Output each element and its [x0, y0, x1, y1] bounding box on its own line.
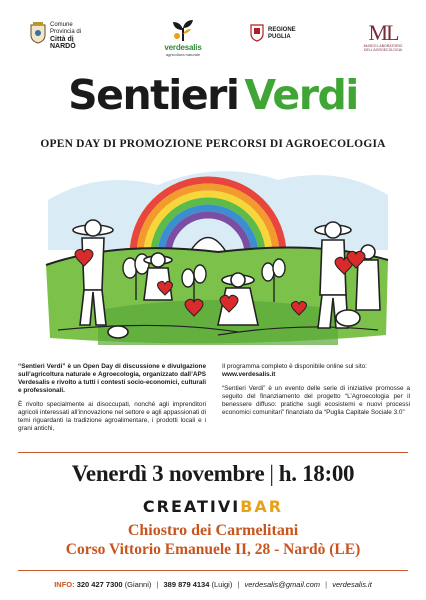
ml-mark: ML: [368, 20, 398, 45]
info-label: INFO:: [54, 580, 75, 589]
verdesalis-logo: [153, 18, 213, 57]
comune-line1: Comune: [50, 22, 73, 28]
divider-top: [18, 452, 408, 453]
project-note: “Sentieri Verdi” è un evento delle serie di iniziative promosse a seguito del finanziamento del progetto “L’Agroecologia per il benessere diffuso: pratiche sugli ecosistemi e nuovi processi economici comunitari” finanziato da “Puglia Capitale Sociale 3.0”: [222, 385, 410, 416]
venue-brand-part2: BAR: [240, 497, 284, 516]
ml-logo: [360, 22, 406, 52]
phone-1[interactable]: 320 427 7300: [76, 580, 123, 589]
email-link[interactable]: verdesalis@gmail.com: [244, 580, 321, 589]
verdesalis-name: verdesalis: [164, 43, 202, 52]
event-datetime: [0, 461, 426, 487]
event-date: Venerdì 3 novembre: [71, 461, 265, 486]
info-sep-2: |: [237, 580, 240, 589]
plant-icon: [170, 18, 196, 42]
ml-sub: MUSEO LABORATORIO DELL'AGROECOLOGIA: [363, 44, 403, 52]
poster-title: [0, 70, 426, 120]
description-audience: È rivolto specialmente ai disoccupati, nonché agli imprenditori agricoli interessati all’innovazione nel settore e agli appassionati di temi riguardanti la tradizione agroalimentare, i prodotti locali e i grani antichi,: [18, 401, 206, 432]
datetime-separator: |: [269, 461, 274, 486]
shield-icon: [250, 24, 264, 42]
contact-info: [0, 580, 426, 589]
farmers-rainbow-illustration: [38, 160, 394, 356]
verdesalis-sub: agricoltura naturale: [165, 52, 201, 57]
description-columns: [18, 363, 410, 447]
venue-name: Chiostro dei Carmelitani: [127, 522, 299, 539]
crest-icon: [30, 22, 46, 44]
event-time: h. 18:00: [278, 461, 355, 486]
puglia-line1: REGIONE: [268, 27, 296, 33]
phone-2-name: (Luigi): [211, 580, 233, 589]
venue-brand-part1: CREATIVI: [142, 497, 241, 516]
comune-city: Città di: [50, 36, 74, 43]
phone-2[interactable]: 389 879 4134: [163, 580, 210, 589]
comune-city-name: NARDÒ: [50, 43, 76, 50]
info-sep-1: |: [156, 580, 159, 589]
venue-address: Corso Vittorio Emanuele II, 28 - Nardò (LE): [65, 541, 361, 558]
description-left: [18, 363, 206, 439]
comune-line2: Provincia di: [50, 29, 82, 35]
website-link[interactable]: verdesalis.it: [332, 580, 372, 589]
venue-brand: [0, 497, 426, 516]
description-right: [222, 363, 410, 423]
info-sep-3: |: [325, 580, 328, 589]
logo-bar: [0, 14, 426, 70]
program-link[interactable]: www.verdesalis.it: [222, 371, 276, 378]
title-word-1: Sentieri: [68, 71, 239, 119]
description-intro: “Sentieri Verdi” è un Open Day di discussione e divulgazione sull’agricoltura naturale e Agroecologia, organizzato dall’APS Verdesalis e rivolto a tutti i contesti socio-economici, culturali e professionali.: [18, 363, 206, 394]
title-word-2: Verdi: [244, 71, 358, 119]
program-note: Il programma completo è disponibile online sul sito:: [222, 363, 367, 370]
divider-bottom: [18, 570, 408, 571]
puglia-line2: PUGLIA: [268, 34, 291, 40]
phone-1-name: (Gianni): [124, 580, 152, 589]
poster-subtitle: OPEN DAY DI PROMOZIONE PERCORSI DI AGROECOLOGIA: [40, 138, 386, 150]
